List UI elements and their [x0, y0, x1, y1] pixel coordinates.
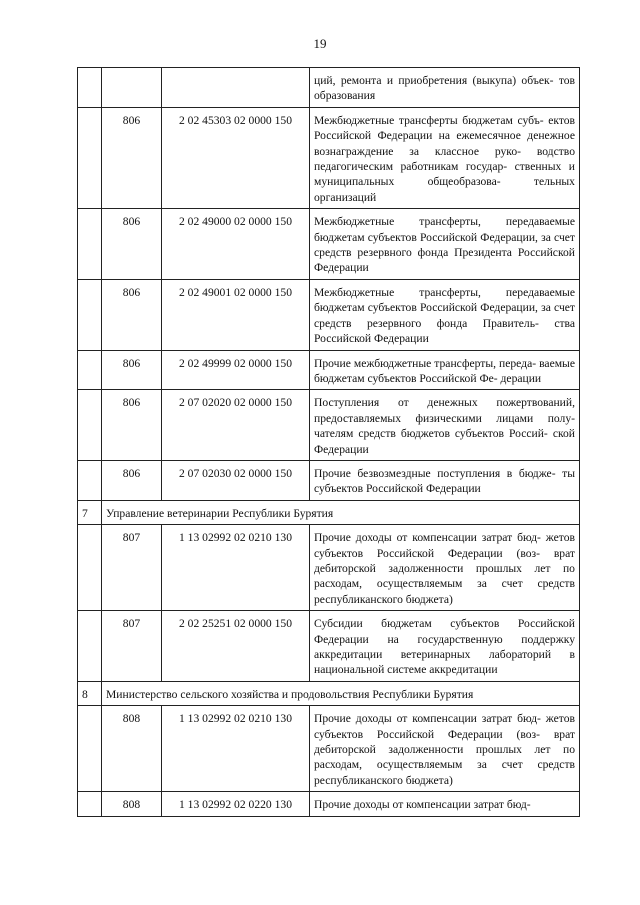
administrator-code: 806: [102, 460, 162, 500]
administrator-code: 807: [102, 611, 162, 682]
revenue-code: 1 13 02992 02 0220 130: [162, 792, 310, 816]
row-number-cell: [78, 350, 102, 390]
administrator-code: [102, 68, 162, 108]
description-line: аккредитации ветеринарных лабораторий в: [314, 648, 575, 661]
department-number: 8: [78, 681, 102, 705]
description-line: ектов Российской Федерации на ежемесячное: [314, 113, 575, 143]
revenue-description: [310, 279, 580, 350]
administrator-code: 806: [102, 350, 162, 390]
description-line: ской Федерации: [314, 427, 576, 456]
revenue-code: 1 13 02992 02 0210 130: [162, 525, 310, 611]
administrator-code: 806: [102, 209, 162, 280]
row-number-cell: [78, 525, 102, 611]
description-line: тельных организаций: [314, 175, 575, 204]
revenue-description: [310, 209, 580, 280]
description-line: Прочие доходы от компенсации затрат бюд-: [314, 531, 541, 545]
administrator-code: 807: [102, 525, 162, 611]
revenue-code: 2 02 45303 02 0000 150: [162, 107, 310, 208]
description-line: Прочие доходы от компенсации затрат бюд-: [314, 712, 541, 726]
revenue-code: [162, 68, 310, 108]
revenue-code: 2 07 02020 02 0000 150: [162, 390, 310, 461]
description-line: Федерации на государственную поддержку: [314, 632, 575, 646]
description-line: бюджетам субъектов Российской Федерации,: [314, 230, 538, 244]
row-number-cell: [78, 706, 102, 792]
description-line: ты субъектов Российской Федерации: [314, 466, 575, 496]
table-row: [78, 525, 580, 611]
table-row: [78, 706, 580, 792]
revenue-description: [310, 68, 580, 108]
revenue-description: [310, 706, 580, 792]
department-title: Управление ветеринарии Республики Бурятия: [102, 500, 580, 524]
description-line: Межбюджетные трансферты, передаваемые: [314, 285, 575, 299]
description-line: жетов субъектов Российской Федерации (воз-: [314, 712, 575, 741]
table-body: [78, 68, 580, 817]
description-line: бюджетам субъектов Российской Федерации,: [314, 301, 538, 315]
department-number: 7: [78, 500, 102, 524]
row-number-cell: [78, 460, 102, 500]
table-row: [78, 279, 580, 350]
row-number-cell: [78, 68, 102, 108]
description-line: ций, ремонта и приобретения (выкупа) объек-: [314, 74, 554, 87]
page-number: 19: [313, 36, 327, 51]
table-row: [78, 68, 580, 108]
administrator-code: 808: [102, 706, 162, 792]
table-row: [78, 792, 580, 816]
administrator-code: 806: [102, 107, 162, 208]
revenue-code: 2 02 49999 02 0000 150: [162, 350, 310, 390]
table-row: [78, 460, 580, 500]
revenue-codes-table: [77, 67, 580, 817]
description-line: дерации: [500, 371, 542, 385]
revenue-description: [310, 460, 580, 500]
row-number-cell: [78, 792, 102, 816]
department-row: [78, 500, 580, 524]
revenue-description: [310, 390, 580, 461]
administrator-code: 806: [102, 279, 162, 350]
description-line: Межбюджетные трансферты, передаваемые: [314, 215, 575, 229]
description-line: Прочие безвозмездные поступления в бюдже-: [314, 466, 556, 480]
table-row: [78, 209, 580, 280]
row-number-cell: [78, 279, 102, 350]
row-number-cell: [78, 390, 102, 461]
row-number-cell: [78, 209, 102, 280]
description-line: Прочие доходы от компенсации затрат бюд-: [314, 798, 531, 812]
description-line: врат дебиторской задолженности прошлых: [314, 546, 575, 575]
description-line: предоставляемых физическими лицами полу-: [314, 411, 575, 425]
revenue-description: [310, 350, 580, 390]
description-line: республиканского бюджета): [314, 773, 453, 787]
description-line: Поступления от денежных пожертвований,: [314, 396, 575, 410]
revenue-code: 2 07 02030 02 0000 150: [162, 460, 310, 500]
description-line: национальной системе аккредитации: [314, 663, 498, 677]
description-line: Российской Федерации: [314, 246, 575, 275]
revenue-code: 1 13 02992 02 0210 130: [162, 706, 310, 792]
revenue-description: [310, 611, 580, 682]
description-line: лет по расходам, осуществляемым за счет: [314, 561, 575, 591]
description-line: средств республиканского бюджета): [314, 577, 575, 606]
revenue-code: 2 02 25251 02 0000 150: [162, 611, 310, 682]
department-title: Министерство сельского хозяйства и продовольствия Республики Бурятия: [102, 681, 580, 705]
table-row: [78, 350, 580, 390]
row-number-cell: [78, 611, 102, 682]
row-number-cell: [78, 107, 102, 208]
description-line: тов образования: [314, 74, 575, 103]
description-line: денежное вознаграждение за классное руко-: [314, 129, 575, 158]
table-row: [78, 107, 580, 208]
description-line: Прочие межбюджетные трансферты, переда-: [314, 356, 537, 370]
description-line: Межбюджетные трансферты бюджетам субъ-: [314, 113, 544, 127]
revenue-description: [310, 792, 580, 816]
description-line: водство педагогическим работникам государ-: [314, 144, 575, 174]
administrator-code: 806: [102, 390, 162, 461]
revenue-description: [310, 525, 580, 611]
description-line: ваемые бюджетам субъектов Российской Фе-: [314, 356, 575, 385]
administrator-code: 808: [102, 792, 162, 816]
table-row: [78, 611, 580, 682]
description-line: за счет средств резервного фонда Президента: [314, 230, 575, 260]
revenue-description: [310, 107, 580, 208]
description-line: ства Российской Федерации: [314, 316, 575, 346]
description-line: ственных и муниципальных общеобразова-: [314, 160, 575, 189]
description-line: врат дебиторской задолженности прошлых лет: [314, 727, 575, 757]
description-line: за счет средств резервного фонда Правитель-: [314, 301, 575, 330]
department-row: [78, 681, 580, 705]
description-line: чателям средств бюджетов субъектов Россий-: [314, 427, 548, 441]
description-line: Субсидии бюджетам субъектов Российской: [314, 617, 575, 631]
revenue-code: 2 02 49001 02 0000 150: [162, 279, 310, 350]
description-line: по расходам, осуществляемым за счет средств: [314, 743, 575, 772]
revenue-code: 2 02 49000 02 0000 150: [162, 209, 310, 280]
table-row: [78, 390, 580, 461]
description-line: жетов субъектов Российской Федерации (воз-: [314, 531, 575, 560]
